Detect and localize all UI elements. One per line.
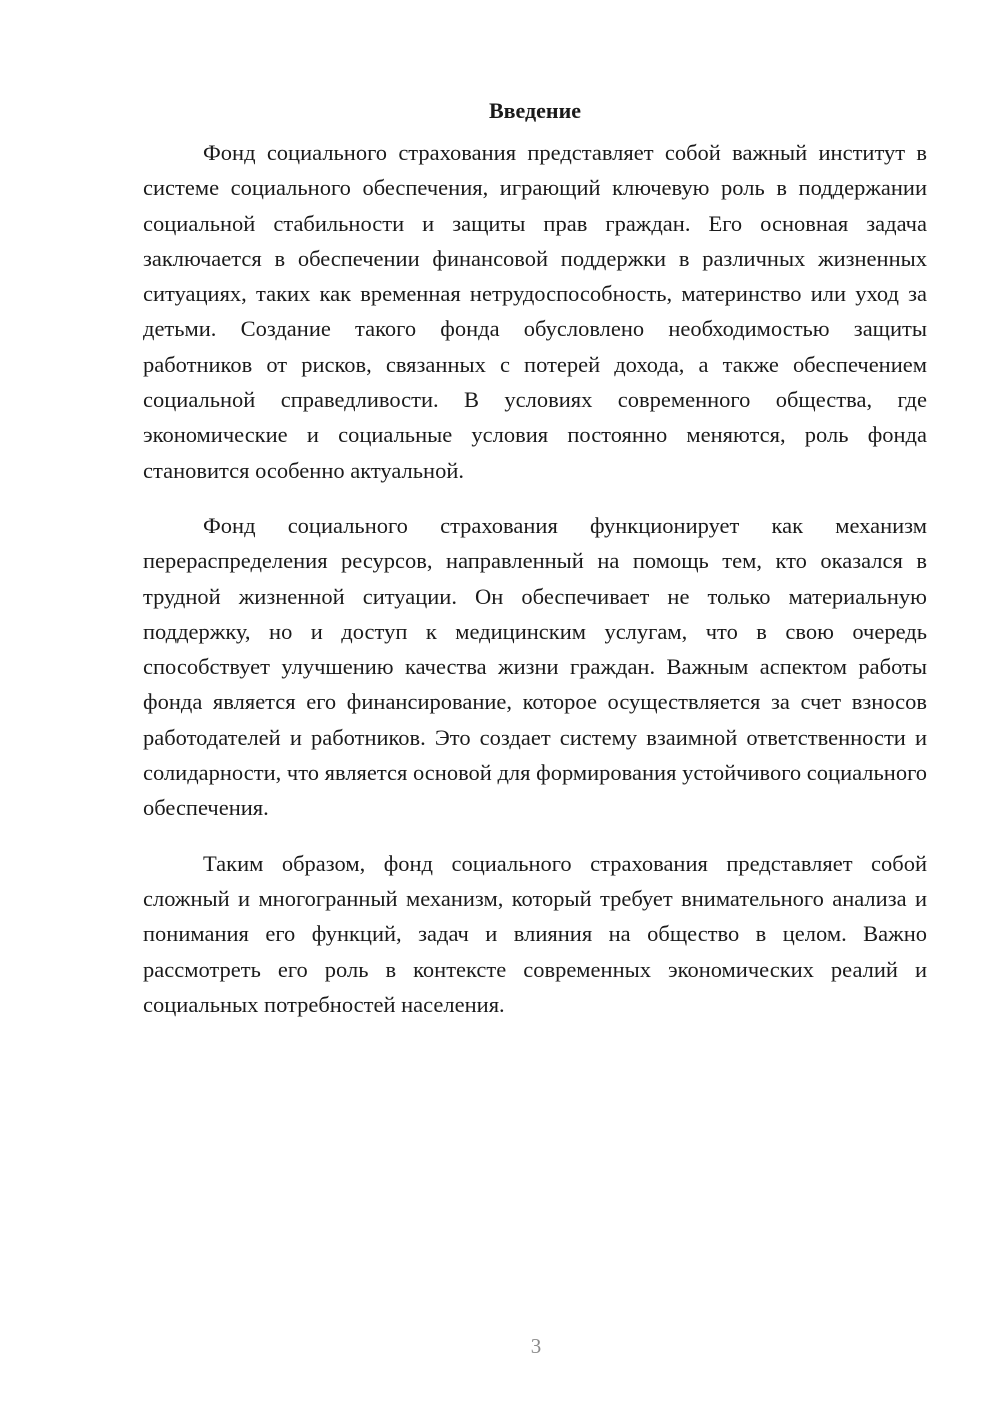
page-content bbox=[143, 97, 927, 1022]
paragraph-3: Таким образом, фонд социального страхования представляет собой сложный и многогранный механизм, который требует внимательного анализа и понимания его функций, задач и влияния на общество в целом. Важно рассмотреть его роль в контексте современных экономических реалий и социальных потребностей населения. bbox=[143, 850, 927, 1017]
page-number: 3 bbox=[530, 1334, 542, 1358]
section-heading: Введение bbox=[488, 98, 582, 123]
paragraph-2: Фонд социального страхования функционирует как механизм перераспределения ресурсов, направленный на помощь тем, кто оказался в трудной жизненной ситуации. Он обеспечивает не только материальную поддержку, но и доступ к медицинским услугам, что в свою очередь способствует улучшению качества жизни граждан. Важным аспектом работы фонда является его финансирование, которое осуществляется за счет взносов работодателей и работников. Это создает систему взаимной ответственности и солидарности, что является основой для формирования устойчивого социального обеспечения. bbox=[143, 512, 927, 821]
paragraph-1: Фонд социального страхования представляет собой важный институт в системе социального обеспечения, играющий ключевую роль в поддержании социальной стабильности и защиты прав граждан. Его основная задача заключается в обеспечении финансовой поддержки в различных жизненных ситуациях, таких как временная нетрудоспособность, материнство или уход за детьми. Создание такого фонда обусловлено необходимостью защиты работников от рисков, связанных с потерей дохода, а также обеспечением социальной справедливости. В условиях современного общества, где экономические и социальные условия постоянно меняются, роль фонда становится особенно актуальной. bbox=[143, 140, 927, 483]
